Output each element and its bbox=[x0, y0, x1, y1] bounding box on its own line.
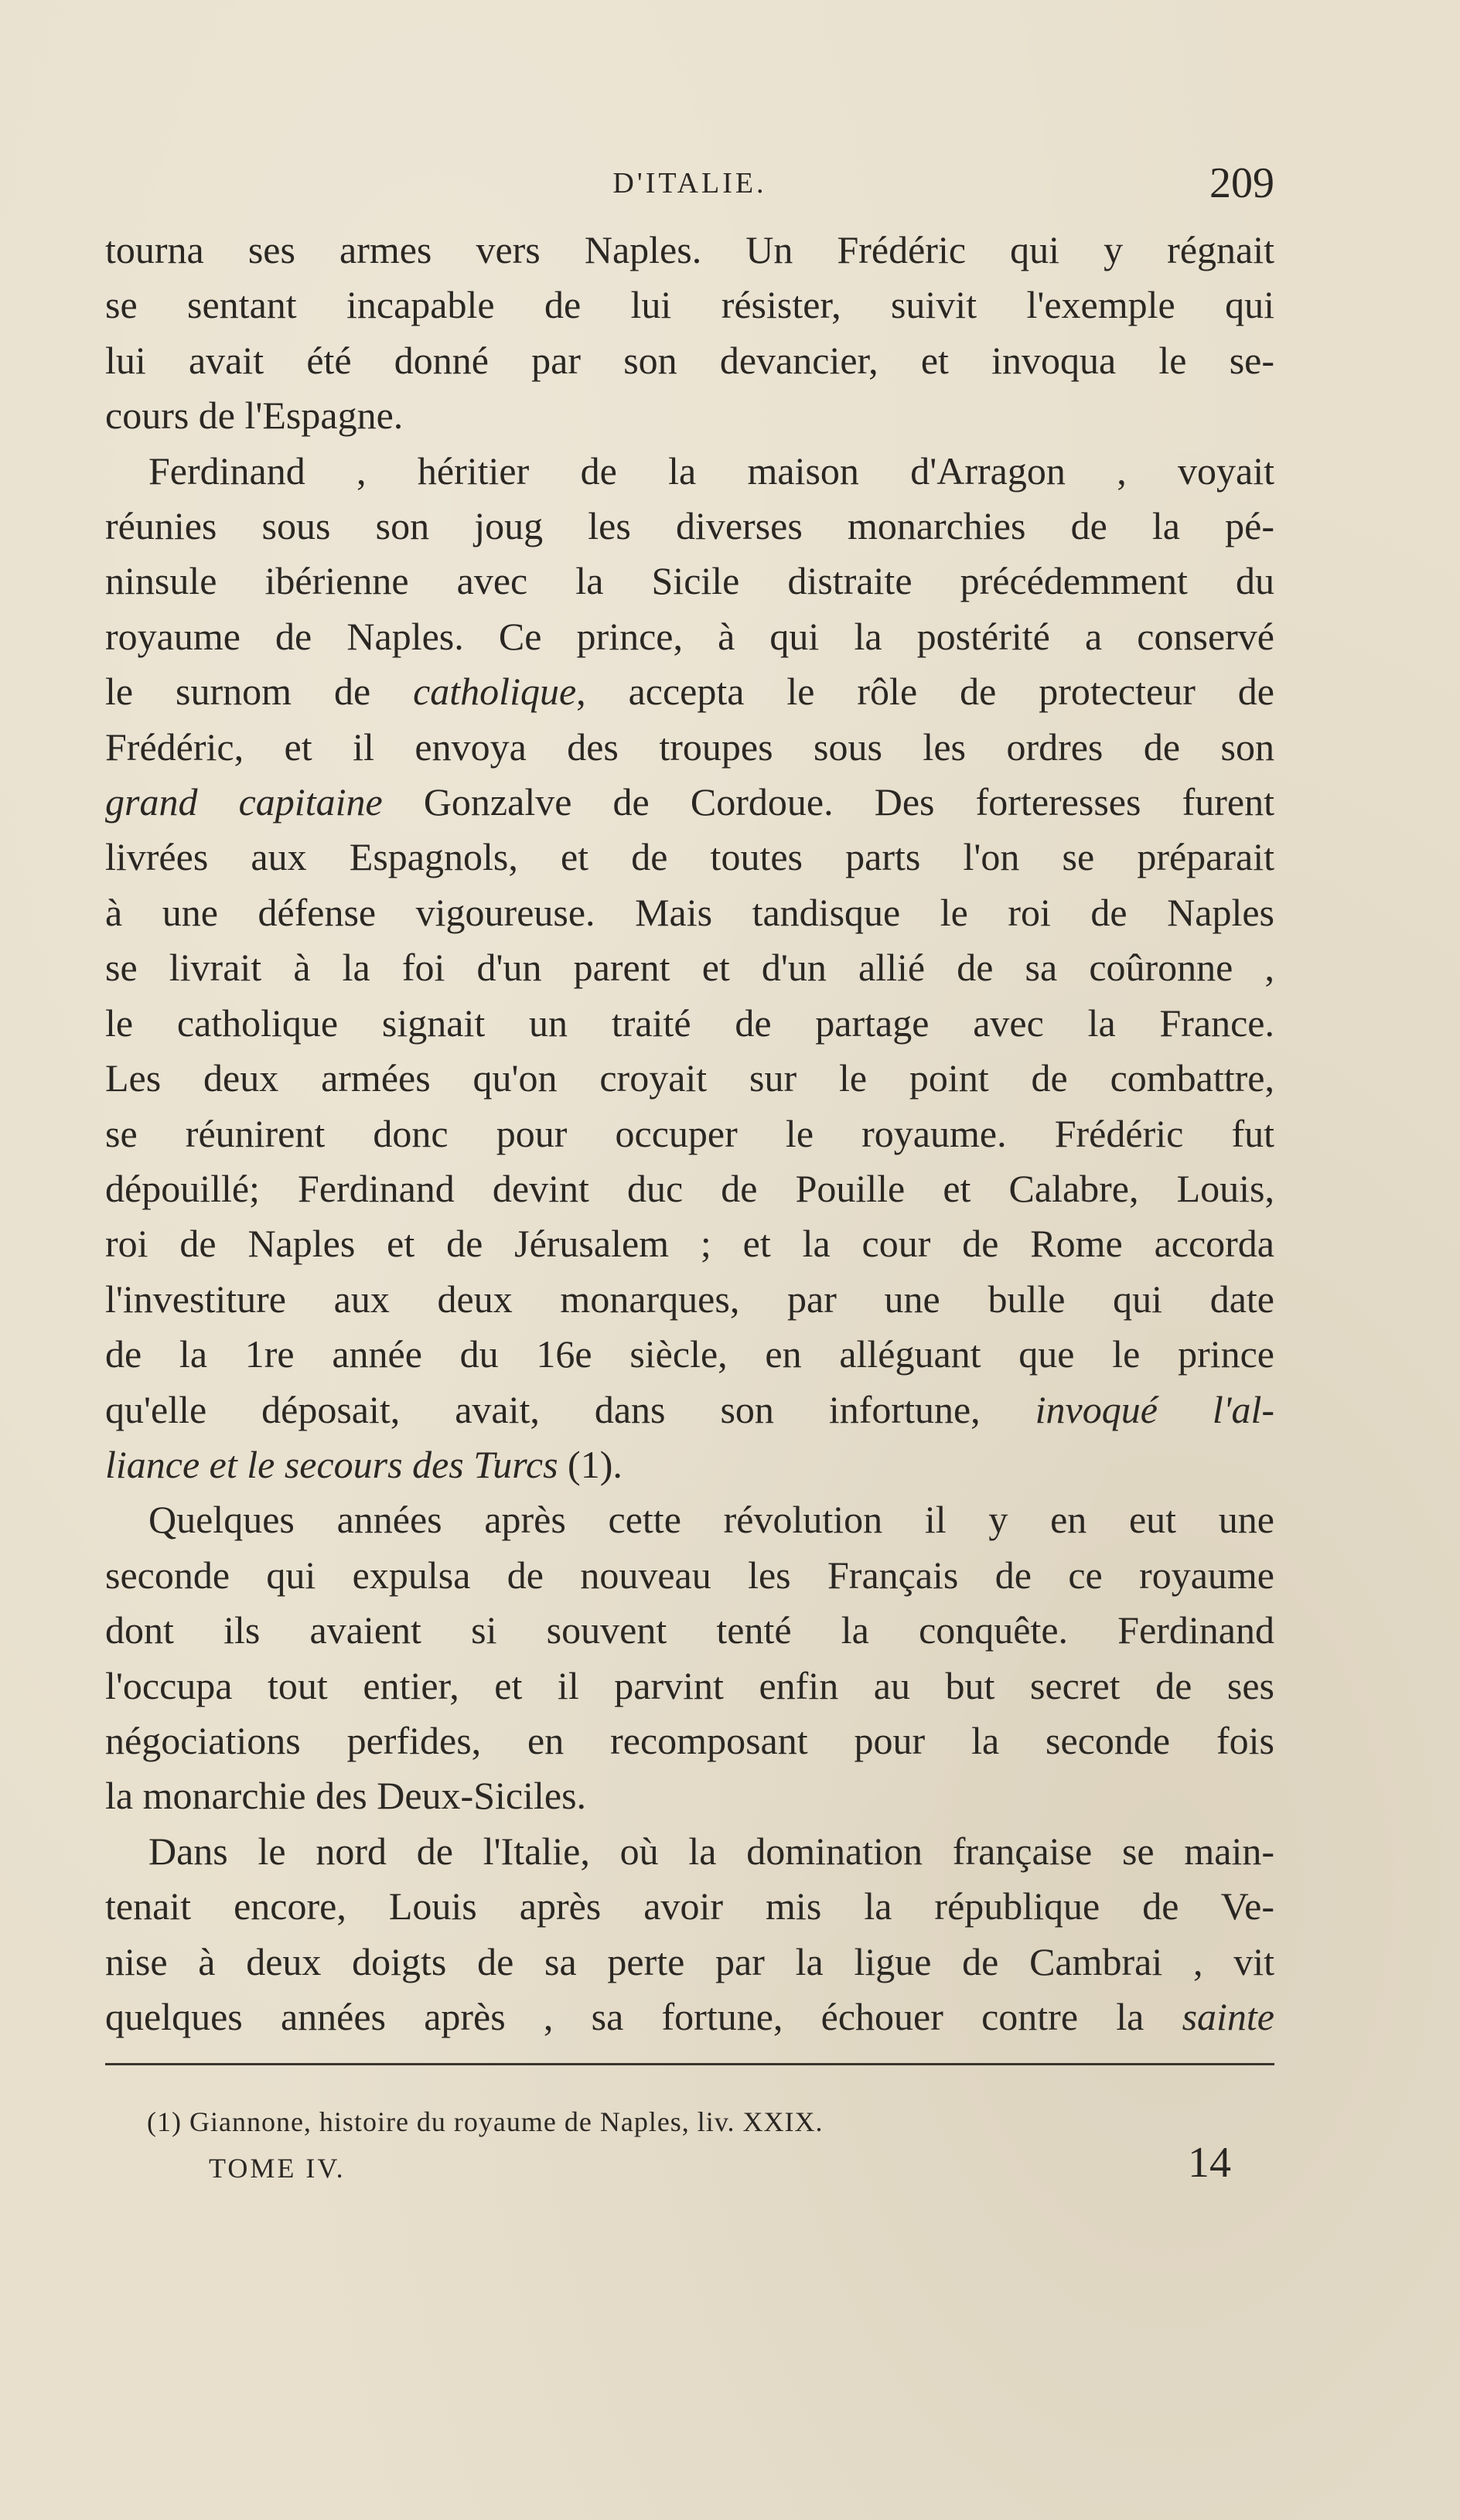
line-text: la monarchie des Deux-Siciles. bbox=[105, 1774, 587, 1818]
text-line bbox=[105, 223, 1274, 278]
italic-text: liance et le secours des Turcs bbox=[105, 1442, 558, 1486]
line-text: lui avait été donné par son devancier, et invoqua le se- bbox=[105, 338, 1274, 382]
line-text: dépouillé; Ferdinand devint duc de Pouille et Calabre, Louis, bbox=[105, 1166, 1274, 1210]
signature-mark: TOME IV. bbox=[209, 2153, 346, 2184]
text-line bbox=[105, 1383, 1274, 1437]
text-line bbox=[105, 278, 1274, 332]
line-text: cours de l'Espagne. bbox=[105, 394, 404, 438]
line-text: tourna ses armes vers Naples. Un Frédéric qui y régnait bbox=[105, 228, 1274, 271]
line-text: se sentant incapable de lui résister, suivit l'exemple qui bbox=[105, 283, 1274, 327]
text-line bbox=[105, 333, 1274, 388]
line-text: l'investiture aux deux monarques, par une bulle qui date bbox=[105, 1277, 1274, 1321]
line-text: nise à deux doigts de sa perte par la ligue de Cambrai , vit bbox=[105, 1939, 1274, 1983]
line-text: Frédéric, et il envoya des troupes sous les ordres de son bbox=[105, 725, 1274, 769]
text-line bbox=[105, 1216, 1274, 1271]
sheet-number: 14 bbox=[1188, 2139, 1231, 2187]
text-line bbox=[105, 609, 1274, 664]
italic-text: invoqué l'al- bbox=[1035, 1387, 1275, 1431]
line-text: ninsule ibérienne avec la Sicile distraite précédemment du bbox=[105, 559, 1274, 603]
text-line bbox=[105, 1492, 1274, 1547]
line-text: quelques années après , sa fortune, échouer contre la bbox=[105, 1995, 1182, 2038]
line-text: se livrait à la foi d'un parent et d'un allié de sa coûronne , bbox=[105, 946, 1274, 990]
text-line bbox=[105, 1272, 1274, 1327]
text-line bbox=[105, 830, 1274, 885]
text-line bbox=[105, 1548, 1274, 1603]
text-line bbox=[105, 996, 1274, 1051]
line-text-rest: , accepta le rôle de protecteur de bbox=[576, 670, 1274, 714]
line-text: roi de Naples et de Jérusalem ; et la cour de Rome accorda bbox=[105, 1222, 1274, 1266]
line-text: dont ils avaient si souvent tenté la conquête. Ferdinand bbox=[105, 1608, 1274, 1652]
text-line bbox=[105, 1603, 1274, 1658]
text-line bbox=[105, 1879, 1274, 1934]
line-text: tenait encore, Louis après avoir mis la république de Ve- bbox=[105, 1884, 1274, 1928]
text-line bbox=[105, 554, 1274, 609]
body-text bbox=[105, 223, 1274, 2044]
text-line bbox=[105, 775, 1274, 830]
line-text: Les deux armées qu'on croyait sur le point de combattre, bbox=[105, 1056, 1274, 1100]
line-text: de la 1re année du 16e siècle, en alléguant que le prince bbox=[105, 1332, 1274, 1376]
text-line bbox=[105, 1714, 1274, 1768]
line-text: Ferdinand , héritier de la maison d'Arragon , voyait bbox=[148, 448, 1274, 493]
line-text: qu'elle déposait, avait, dans son infortune, bbox=[105, 1387, 1035, 1431]
text-line bbox=[105, 1990, 1274, 2044]
text-line bbox=[105, 499, 1274, 554]
text-line bbox=[105, 1935, 1274, 1990]
text-line bbox=[105, 1659, 1274, 1714]
text-line bbox=[105, 1327, 1274, 1382]
line-text: l'occupa tout entier, et il parvint enfin au but secret de ses bbox=[105, 1663, 1274, 1707]
text-line bbox=[105, 885, 1274, 940]
text-line bbox=[105, 664, 1274, 719]
running-head: D'ITALIE. bbox=[612, 167, 767, 199]
text-line bbox=[105, 1824, 1274, 1879]
text-line bbox=[105, 1051, 1274, 1106]
text-line bbox=[105, 940, 1274, 995]
text-line bbox=[105, 1768, 1274, 1823]
text-line bbox=[105, 1107, 1274, 1161]
page-number: 209 bbox=[1209, 159, 1274, 207]
line-text: royaume de Naples. Ce prince, à qui la postérité a conservé bbox=[105, 614, 1274, 658]
line-text: le surnom de bbox=[105, 670, 414, 714]
line-text: seconde qui expulsa de nouveau les Français de ce royaume bbox=[105, 1553, 1274, 1597]
line-text: à une défense vigoureuse. Mais tandisque le roi de Naples bbox=[105, 890, 1274, 934]
line-text: Dans le nord de l'Italie, où la domination française se main- bbox=[148, 1829, 1274, 1873]
text-line bbox=[105, 444, 1274, 499]
footnote-rule bbox=[105, 2063, 1274, 2065]
text-line bbox=[105, 1161, 1274, 1216]
line-text: négociations perfides, en recomposant pour la seconde fois bbox=[105, 1718, 1274, 1762]
text-line bbox=[105, 388, 1274, 443]
line-text: réunies sous son joug les diverses monarchies de la pé- bbox=[105, 504, 1274, 548]
line-text-rest: (1). bbox=[558, 1442, 623, 1486]
line-text-rest: Gonzalve de Cordoue. Des forteresses furent bbox=[382, 780, 1274, 824]
line-text: Quelques années après cette révolution il y en eut une bbox=[148, 1498, 1274, 1542]
line-text: se réunirent donc pour occuper le royaume. Frédéric fut bbox=[105, 1111, 1274, 1155]
line-text: livrées aux Espagnols, et de toutes parts l'on se préparait bbox=[105, 835, 1274, 879]
italic-text: catholique bbox=[413, 670, 577, 714]
footnote: (1) Giannone, histoire du royaume de Naples, liv. XXIX. bbox=[147, 2106, 824, 2137]
page-header bbox=[105, 159, 1274, 213]
text-line bbox=[105, 720, 1274, 775]
line-text: le catholique signait un traité de partage avec la France. bbox=[105, 1001, 1274, 1045]
text-line bbox=[105, 1437, 1274, 1492]
italic-text: grand capitaine bbox=[105, 780, 383, 824]
italic-text: sainte bbox=[1182, 1995, 1274, 2038]
